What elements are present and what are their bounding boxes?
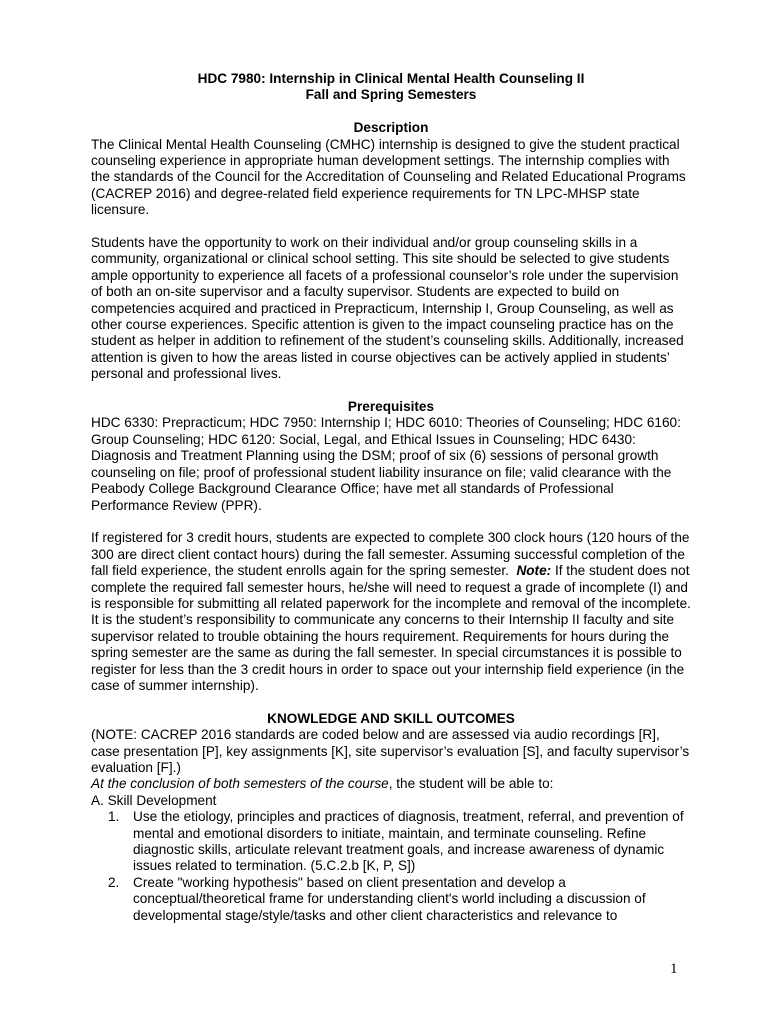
list-item-text: Use the etiology, principles and practices of diagnosis, treatment, referral, and prevention of mental and emotional disorders to initiate, maintain, and terminate counseling. Refine diagnostic skills, articulate relevant treatment goals, and increase awareness of dynamic issues related to termination. (5.C.2.b [K, P, S]) <box>133 809 684 874</box>
hours-text-after-note: If the student does not complete the required fall semester hours, he/she will need to request a grade of incomplete (I) and is responsible for submitting all related paperwork for the incomplete and removal of the incomplete. It is the student’s responsibility to communicate any concerns to their Internship II faculty and site supervisor related to trouble obtaining the hours requirement. Requirements for hours during the spring semester are the same as during the fall semester. In special circumstances it is possible to register for less than the 3 credit hours in order to space out your internship field experience (in the case of summer internship). <box>91 563 691 693</box>
outcomes-note: (NOTE: CACREP 2016 standards are coded below and are assessed via audio recordings [R], case presentation [P], key assignments [K], site supervisor’s evaluation [S], and faculty supervisor’s evaluation [F].) <box>91 727 690 775</box>
document-page <box>91 71 691 924</box>
outcomes-intro-italic: At the conclusion of both semesters of the course <box>91 776 389 792</box>
hours-text-before-note: If registered for 3 credit hours, students are expected to complete 300 clock hours (120 hours of the 300 are direct client contact hours) during the fall semester. Assuming successful completion of the fall field experience, the student enrolls again for the spring semester. <box>91 530 690 579</box>
list-item-number: 1. <box>108 809 120 825</box>
document-title-line2: Fall and Spring Semesters <box>305 87 477 103</box>
hours-paragraph <box>91 530 691 694</box>
list-item <box>91 875 691 924</box>
list-item-text: Create "working hypothesis" based on client presentation and develop a conceptual/theoretical frame for understanding client's world including a discussion of developmental stage/style/tasks and other client characteristics and relevance to <box>133 874 646 923</box>
page-number: 1 <box>670 961 678 977</box>
prerequisites-text: HDC 6330: Prepracticum; HDC 7950: Internship I; HDC 6010: Theories of Counseling; HDC 6160: Group Counseling; HDC 6120: Social, Legal, and Ethical Issues in Counseling; HDC 6430: Diagnosis and Treatment Planning using the DSM; proof of six (6) sessions of personal growth counseling on file; proof of professional student liability insurance on file; valid clearance with the Peabody College Background Clearance Office; have met all standards of Professional Performance Review (PPR). <box>91 415 681 513</box>
outcomes-list <box>91 809 691 924</box>
list-item-number: 2. <box>108 874 120 890</box>
document-title-line1: HDC 7980: Internship in Clinical Mental Health Counseling II <box>197 71 585 86</box>
description-paragraph-1: The Clinical Mental Health Counseling (CMHC) internship is designed to give the student practical counseling experience in appropriate human development settings. The internship complies with the standards of the Council for the Accreditation of Counseling and Related Educational Programs (CACREP 2016) and degree-related field experience requirements for TN LPC-MHSP state licensure. <box>91 136 686 218</box>
description-heading: Description <box>353 120 429 136</box>
outcomes-heading: KNOWLEDGE AND SKILL OUTCOMES <box>267 710 515 726</box>
list-item <box>91 809 691 875</box>
prerequisites-heading: Prerequisites <box>347 399 435 415</box>
outcomes-intro-rest: , the student will be able to: <box>388 776 554 792</box>
description-paragraph-2: Students have the opportunity to work on their individual and/or group counseling skills in a community, organizational or clinical school setting. This site should be selected to give students ample opportunity to experience all facets of a professional counselor’s role under the supervision of both an on-site supervisor and a faculty supervisor. Students are expected to build on competencies acquired and practiced in Prepracticum, Internship I, Group Counseling, as well as other course experiences. Specific attention is given to the impact counseling practice has on the student as helper in addition to refinement of the student’s counseling skills. Additionally, increased attention is given to how the areas listed in course objectives can be actively applied in students’ personal and professional lives. <box>91 235 684 382</box>
section-a-label: A. Skill Development <box>91 792 217 808</box>
hours-note-label: Note: <box>516 563 552 579</box>
outcomes-intro <box>91 776 691 792</box>
